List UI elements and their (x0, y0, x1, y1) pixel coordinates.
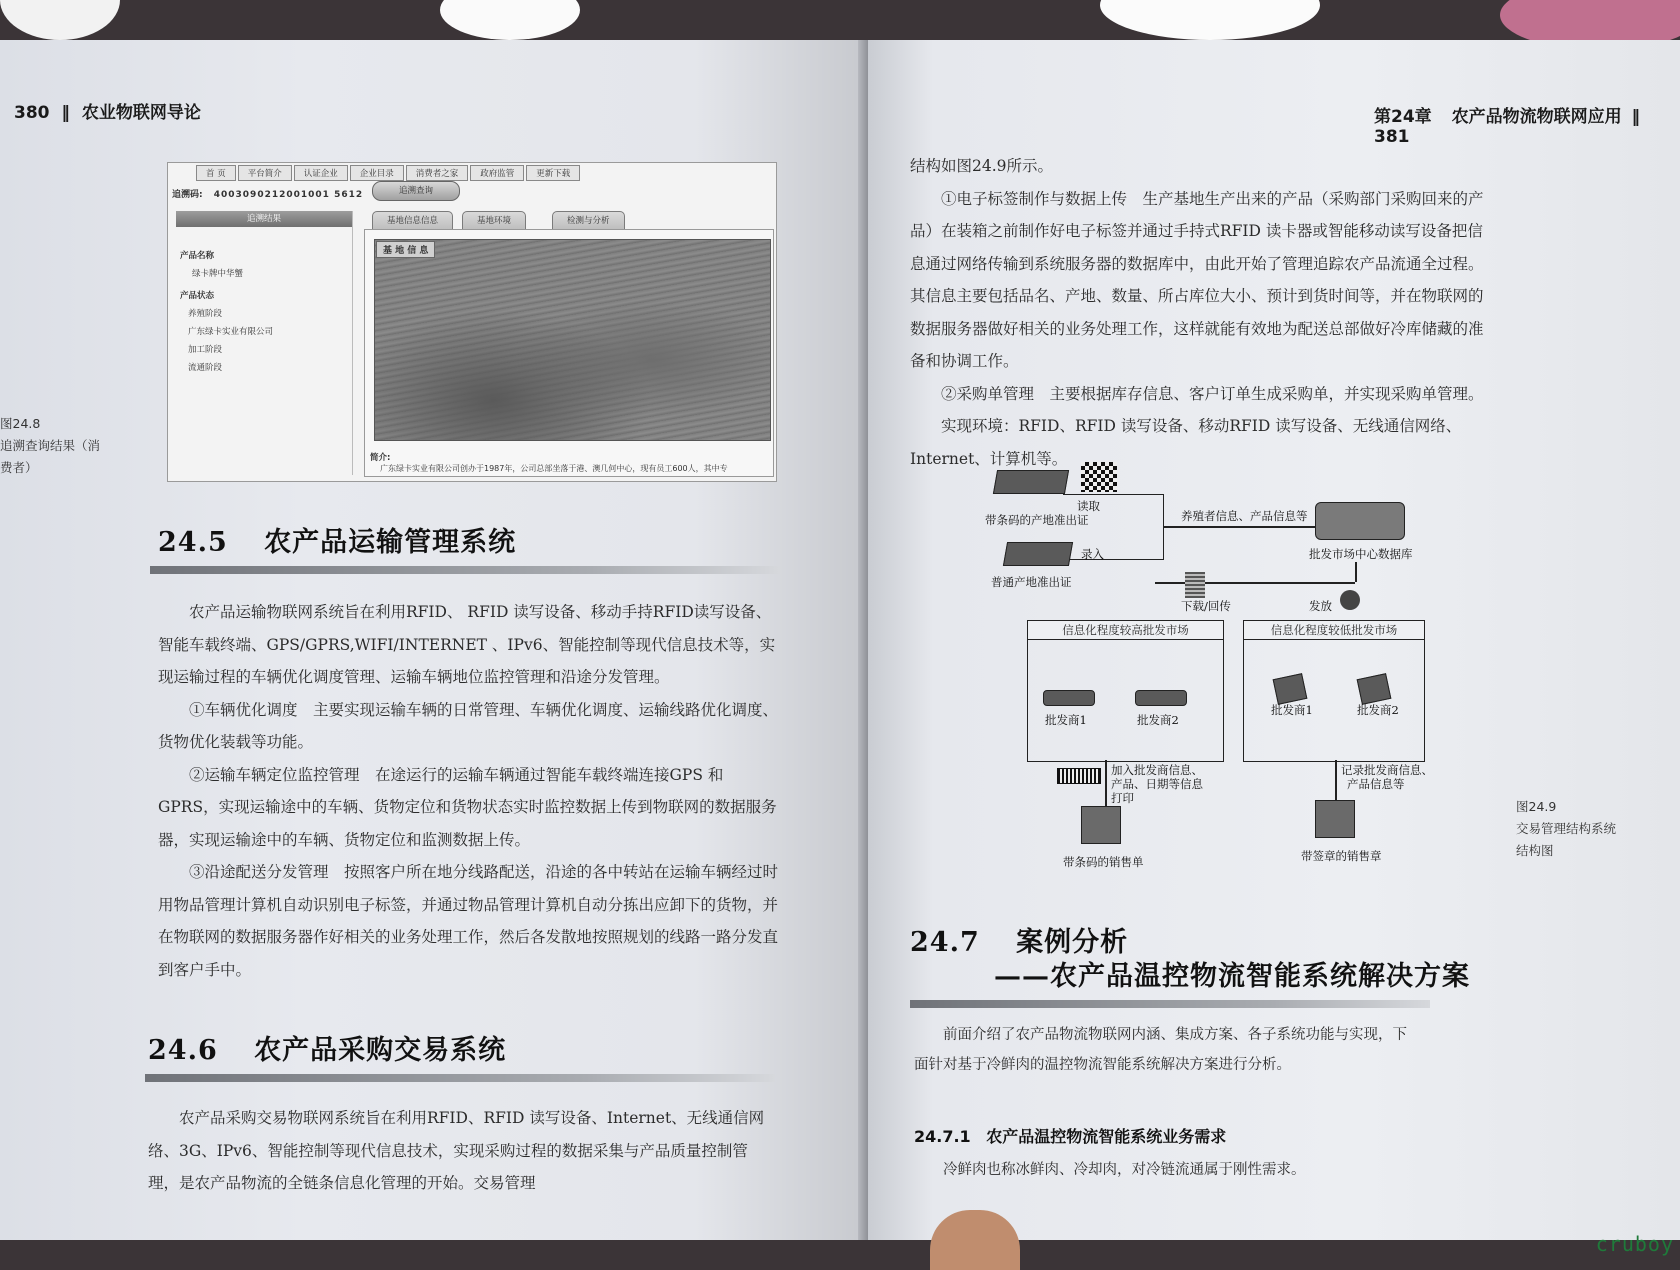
section-247-heading (910, 926, 1470, 994)
record-info-label: 记录批发商信息、 (1341, 763, 1433, 777)
low-market-box (1243, 620, 1425, 762)
paragraph: 结构如图24.9所示。 (910, 157, 1054, 175)
background-pattern (440, 0, 580, 40)
certificate-icon (993, 470, 1069, 494)
figure-248-caption (0, 413, 100, 479)
barcode-cert-label: 带条码的产地准出证 (985, 513, 1089, 527)
figure-249-caption (1516, 796, 1616, 862)
section-title: 农产品采购交易系统 (254, 1035, 507, 1066)
chapter-number: 第24章 (1374, 107, 1432, 127)
nav-tab: 认证企业 (294, 165, 348, 181)
subsection-number: 24.7.1 (914, 1127, 971, 1146)
page-number: 381 (1374, 127, 1410, 147)
background-pattern (1100, 0, 1320, 40)
paragraph: 前面介绍了农产品物流物联网内涵、集成方案、各子系统功能与实现，下 (943, 1027, 1407, 1043)
scale-icon (1135, 690, 1187, 706)
base-aerial-photo (374, 239, 771, 441)
product-status-label: 产品状态 (180, 291, 215, 301)
book-title: 农业物联网导论 (81, 103, 201, 123)
read-label: 读取 (1077, 499, 1100, 513)
section-246-heading (148, 1028, 506, 1067)
side-item: 养殖阶段 (188, 309, 223, 319)
paragraph: 面针对基于冷鲜肉的温控物流智能系统解决方案进行分析。 (914, 1057, 1291, 1073)
paragraph: ③沿途配送分发管理 按照客户所在地分线路配送，沿途的各中转站在运输车辆经过时用物品管理计算机自动识别电子标签，并通过物品管理计算机自动分拣出应卸下的货物，并在物联网的数据服务器作好相关的业务处理工作，然后各发散地按照规划的线路一路分发直到客户手中。 (158, 863, 779, 979)
nav-tab: 平台简介 (238, 165, 292, 181)
right-page-header (1374, 102, 1680, 147)
nav-tab: 首 页 (196, 165, 236, 181)
print-label: 打印 (1111, 791, 1134, 805)
high-market-header: 信息化程度较高批发市场 (1027, 620, 1224, 640)
paragraph: ①车辆优化调度 主要实现运输车辆的日常管理、车辆优化调度、运输线路优化调度、货物优化装载等功能。 (158, 700, 779, 751)
left-page (0, 40, 868, 1240)
header-divider: ‖ (1631, 107, 1641, 127)
section-title-line: ——农产品温控物流智能系统解决方案 (994, 961, 1470, 992)
qr-code-icon (1081, 462, 1117, 492)
caption-line: 交易管理结构系统 (1516, 821, 1617, 836)
release-label: 发放 (1309, 599, 1332, 613)
section-247-body (914, 1020, 1484, 1080)
paragraph: 农产品采购交易物联网系统旨在利用RFID、RFID 读写设备、Internet、无线通信网络、3G、IPv6、智能控制等现代信息技术，实现采购过程的数据采集与产品质量控制管理，是农产品物流的全链条信息化管理的开始。交易管理 (148, 1109, 765, 1192)
subsection-2471-heading (914, 1124, 1226, 1147)
side-item: 广东绿卡实业有限公司 (188, 327, 274, 337)
photo-badge: 基 地 信 息 (376, 241, 435, 258)
trace-code-value: 4003090212001001 5612 (213, 190, 364, 200)
caption-line: 追溯查询结果（消 (0, 438, 101, 453)
receipt-icon (1081, 806, 1121, 844)
building-icon (1185, 572, 1205, 598)
section-underbar (150, 566, 780, 574)
side-item: 流通阶段 (188, 363, 223, 373)
traceability-screenshot (167, 162, 777, 482)
nav-tab: 更新下载 (526, 165, 580, 181)
subsection-title: 农产品温控物流智能系统业务需求 (986, 1127, 1227, 1146)
barcode-icon (1057, 768, 1101, 784)
dealer-label: 批发商2 (1357, 703, 1399, 717)
screenshot-nav (196, 165, 582, 181)
wholesale-db-label: 批发市场中心数据库 (1309, 547, 1413, 561)
add-info-label: 加入批发商信息、 (1111, 763, 1203, 777)
low-market-header: 信息化程度较低批发市场 (1243, 620, 1425, 640)
dealer-label: 批发商1 (1045, 713, 1087, 727)
screenshot-sidebar (176, 211, 353, 475)
nav-tab: 消费者之家 (406, 165, 469, 181)
record-info-label: 产品信息等 (1347, 777, 1405, 791)
paragraph: ②运输车辆定位监控管理 在途运行的运输车辆通过智能车载终端连接GPS 和GPRS，实现运输途中的车辆、货物定位和货物状态实时监控数据上传到物联网的数据服务器，实现运输途中的车辆、货物定位和监测数据上传。 (158, 765, 777, 849)
screenshot-tab: 基地环境 (462, 211, 526, 231)
intro-text: 广东绿卡实业有限公司创办于1987年，公司总部坐落于港、澳几何中心，现有员工600人，其中专 (380, 464, 728, 473)
database-server-icon (1315, 502, 1405, 540)
section-245-heading (158, 520, 516, 559)
screenshot-tab: 检测与分析 (552, 211, 625, 231)
trace-search-button: 追溯查询 (372, 181, 460, 201)
nav-tab: 企业目录 (350, 165, 404, 181)
caption-line: 结构图 (1516, 843, 1554, 858)
section-245-body (158, 596, 780, 986)
paragraph: 农产品运输物联网系统旨在利用RFID、 RFID 读写设备、移动手持RFID读写设备、智能车载终端、GPS/GPRS,WIFI/INTERNET 、IPv6、智能控制等现代信息技术等，实现运输过程的车辆优化调度管理、运输车辆地位监控管理和沿途分发管理。 (158, 603, 776, 686)
right-page-body (910, 150, 1488, 475)
entry-label: 录入 (1081, 547, 1104, 561)
trace-code-row (172, 187, 363, 200)
nav-tab: 政府监管 (470, 165, 524, 181)
barcode-slip-label: 带条码的销售单 (1063, 855, 1144, 869)
cert-frame (1063, 494, 1164, 560)
paragraph: ①电子标签制作与数据上传 生产基地生产出来的产品（采购部门采购回来的产品）在装箱之前制作好电子标签并通过手持式RFID 读卡器或智能移动读写设备把信息通过网络传输到系统服务器的数据库中，由此开始了管理追踪农产品流通全过程。其信息主要包括品名、产地、数量、所占库位大小、预计到货时间等，并在物联网的数据服务器做好相关的业务处理工作，这样就能有效地为配送总部做好冷库储藏的准备和协调工作。 (910, 189, 1484, 370)
right-page (868, 40, 1680, 1240)
header-divider: ‖ (61, 103, 70, 123)
plain-cert-label: 普通产地准出证 (991, 575, 1072, 589)
dealer-label: 批发商2 (1137, 713, 1179, 727)
section-title: 农产品运输管理系统 (264, 527, 517, 558)
left-page-header (14, 98, 201, 123)
section-title-line: 案例分析 (1016, 927, 1129, 958)
section-number: 24.7 (910, 927, 980, 958)
stamp-slip-label: 带签章的销售章 (1301, 849, 1382, 863)
figure-number: 图24.8 (0, 416, 41, 431)
chapter-title: 农产品物流物联网应用 (1451, 107, 1622, 127)
side-item: 加工阶段 (188, 345, 223, 355)
figure-number: 图24.9 (1516, 799, 1557, 814)
paragraph: 实现环境：RFID、RFID 读写设备、移动RFID 读写设备、无线通信网络、Internet、计算机等。 (910, 417, 1462, 468)
download-label: 下载/回传 (1181, 599, 1231, 613)
section-number: 24.5 (158, 527, 228, 558)
section-underbar (910, 1000, 1430, 1008)
section-number: 24.6 (148, 1035, 218, 1066)
background-pattern (0, 0, 120, 40)
caption-line: 费者） (0, 460, 38, 475)
globe-icon (1340, 590, 1360, 610)
product-name: 绿卡牌中华蟹 (192, 269, 244, 279)
section-underbar (145, 1074, 775, 1082)
trace-code-label: 追溯码: (172, 190, 203, 200)
dealer-label: 批发商1 (1271, 703, 1313, 717)
certificate-icon (1003, 542, 1073, 566)
screenshot-tab: 基地信息信息 (372, 211, 453, 231)
watermark: cruboy (1595, 1232, 1674, 1256)
receipt-icon (1315, 800, 1355, 838)
intro-label: 简介: (370, 453, 391, 463)
page-number: 380 (14, 103, 50, 123)
paragraph: ②采购单管理 主要根据库存信息、客户订单生成采购单，并实现采购单管理。 (941, 384, 1484, 403)
product-name-label: 产品名称 (180, 251, 215, 261)
scale-icon (1043, 690, 1095, 706)
result-title: 追溯结果 (176, 211, 352, 227)
section-246-body (148, 1102, 770, 1200)
paragraph: 冷鲜肉也称冰鲜肉、冷却肉，对冷链流通属于刚性需求。 (943, 1162, 1306, 1178)
trade-management-diagram (985, 462, 1433, 882)
breeder-info-label: 养殖者信息、产品信息等 (1181, 509, 1308, 523)
arrow-line (1355, 562, 1357, 582)
add-info-label: 产品、日期等信息 (1111, 777, 1203, 791)
subsection-body (914, 1154, 1484, 1187)
